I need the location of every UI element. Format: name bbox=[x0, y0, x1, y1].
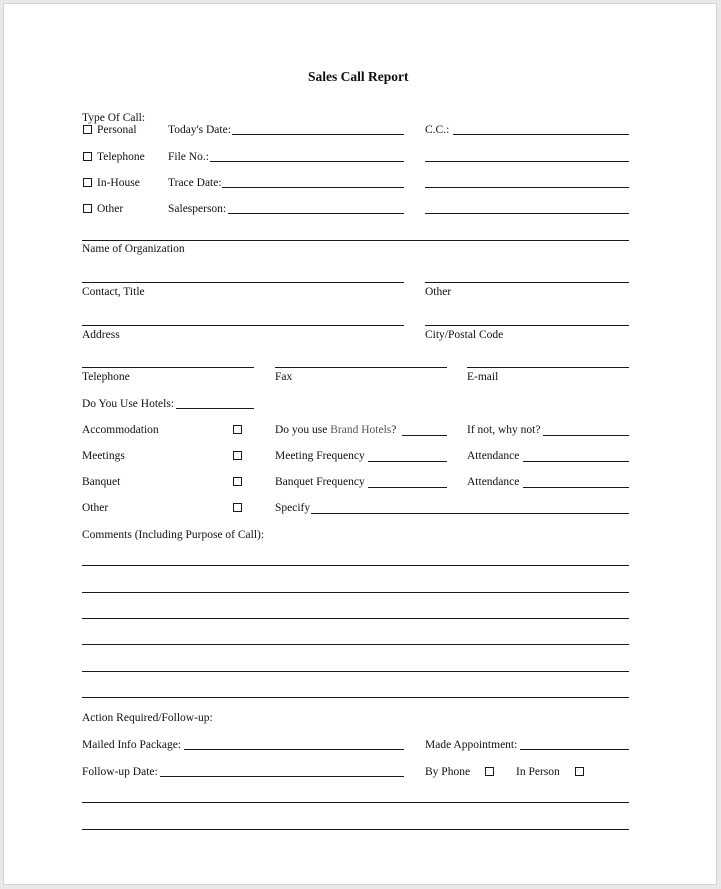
address-field[interactable] bbox=[82, 325, 404, 326]
in-house-label: In-House bbox=[97, 177, 140, 189]
mailed-info-field[interactable] bbox=[184, 749, 404, 750]
follow-up-line-1[interactable] bbox=[82, 802, 629, 803]
file-no-field[interactable] bbox=[210, 161, 404, 162]
specify-field[interactable] bbox=[311, 513, 629, 514]
banquet-frequency-label: Banquet Frequency bbox=[275, 476, 365, 488]
salesperson-label: Salesperson: bbox=[168, 203, 227, 215]
by-phone-checkbox[interactable] bbox=[485, 767, 494, 776]
cc-field[interactable] bbox=[453, 134, 629, 135]
trace-date-label: Trace Date: bbox=[168, 177, 222, 189]
use-hotels-label: Do You Use Hotels: bbox=[82, 398, 175, 410]
made-appointment-field[interactable] bbox=[520, 749, 629, 750]
mailed-info-label: Mailed Info Package: bbox=[82, 739, 181, 751]
made-appointment-label: Made Appointment: bbox=[425, 739, 518, 751]
comments-line-5[interactable] bbox=[82, 671, 629, 672]
follow-up-line-2[interactable] bbox=[82, 829, 629, 830]
type-of-call-label: Type Of Call: bbox=[82, 112, 146, 124]
form-page bbox=[3, 3, 717, 885]
meeting-attendance-field[interactable] bbox=[523, 461, 629, 462]
action-required-label: Action Required/Follow-up: bbox=[82, 712, 213, 724]
other-call-label: Other bbox=[97, 203, 124, 215]
fax-label: Fax bbox=[275, 371, 293, 383]
telephone-checkbox[interactable] bbox=[83, 152, 92, 161]
meetings-label: Meetings bbox=[82, 450, 125, 462]
contact-label: Contact, Title bbox=[82, 286, 145, 298]
org-telephone-label: Telephone bbox=[82, 371, 130, 383]
meeting-frequency-field[interactable] bbox=[368, 461, 447, 462]
other-hotel-checkbox[interactable] bbox=[233, 503, 242, 512]
specify-label: Specify bbox=[275, 502, 311, 514]
comments-line-6[interactable] bbox=[82, 697, 629, 698]
follow-up-date-label: Follow-up Date: bbox=[82, 766, 158, 778]
meeting-frequency-label: Meeting Frequency bbox=[275, 450, 365, 462]
if-not-field[interactable] bbox=[543, 435, 629, 436]
todays-date-label: Today's Date: bbox=[168, 124, 231, 136]
comments-line-4[interactable] bbox=[82, 644, 629, 645]
banquet-label: Banquet bbox=[82, 476, 121, 488]
by-phone-label: By Phone bbox=[425, 766, 471, 778]
form-title: Sales Call Report bbox=[308, 69, 409, 84]
other-org-field[interactable] bbox=[425, 282, 629, 283]
follow-up-date-field[interactable] bbox=[160, 776, 404, 777]
organization-name-label: Name of Organization bbox=[82, 243, 185, 255]
email-field[interactable] bbox=[467, 367, 629, 368]
organization-name-field[interactable] bbox=[82, 240, 629, 241]
file-no-label: File No.: bbox=[168, 151, 209, 163]
accommodation-checkbox[interactable] bbox=[233, 425, 242, 434]
telephone-label: Telephone bbox=[97, 151, 145, 163]
brand-hotels-question: Do you use Brand Hotels? bbox=[275, 424, 397, 436]
address-label: Address bbox=[82, 329, 120, 341]
contact-field[interactable] bbox=[82, 282, 404, 283]
in-person-checkbox[interactable] bbox=[575, 767, 584, 776]
personal-checkbox[interactable] bbox=[83, 125, 92, 134]
todays-date-field[interactable] bbox=[232, 134, 404, 135]
comments-line-2[interactable] bbox=[82, 592, 629, 593]
brand-hotels-field[interactable] bbox=[402, 435, 447, 436]
comments-line-3[interactable] bbox=[82, 618, 629, 619]
trace-date-field[interactable] bbox=[222, 187, 404, 188]
accommodation-label: Accommodation bbox=[82, 424, 159, 436]
comments-label: Comments (Including Purpose of Call): bbox=[82, 529, 265, 541]
other-call-checkbox[interactable] bbox=[83, 204, 92, 213]
banquet-checkbox[interactable] bbox=[233, 477, 242, 486]
other-hotel-label: Other bbox=[82, 502, 109, 514]
fax-field[interactable] bbox=[275, 367, 447, 368]
other-org-label: Other bbox=[425, 286, 452, 298]
city-label: City/Postal Code bbox=[425, 329, 504, 341]
banquet-attendance-field[interactable] bbox=[523, 487, 629, 488]
personal-label: Personal bbox=[97, 124, 137, 136]
comments-line-1[interactable] bbox=[82, 565, 629, 566]
banquet-frequency-field[interactable] bbox=[368, 487, 447, 488]
in-person-label: In Person bbox=[516, 766, 560, 778]
if-not-label: If not, why not? bbox=[467, 424, 541, 436]
cc-field-3[interactable] bbox=[425, 187, 629, 188]
salesperson-field[interactable] bbox=[228, 213, 404, 214]
meetings-checkbox[interactable] bbox=[233, 451, 242, 460]
cc-field-2[interactable] bbox=[425, 161, 629, 162]
cc-field-4[interactable] bbox=[425, 213, 629, 214]
banquet-attendance-label: Attendance bbox=[467, 476, 520, 488]
email-label: E-mail bbox=[467, 371, 499, 383]
meeting-attendance-label: Attendance bbox=[467, 450, 520, 462]
in-house-checkbox[interactable] bbox=[83, 178, 92, 187]
use-hotels-field[interactable] bbox=[176, 408, 254, 409]
city-field[interactable] bbox=[425, 325, 629, 326]
cc-label: C.C.: bbox=[425, 124, 450, 136]
org-telephone-field[interactable] bbox=[82, 367, 254, 368]
